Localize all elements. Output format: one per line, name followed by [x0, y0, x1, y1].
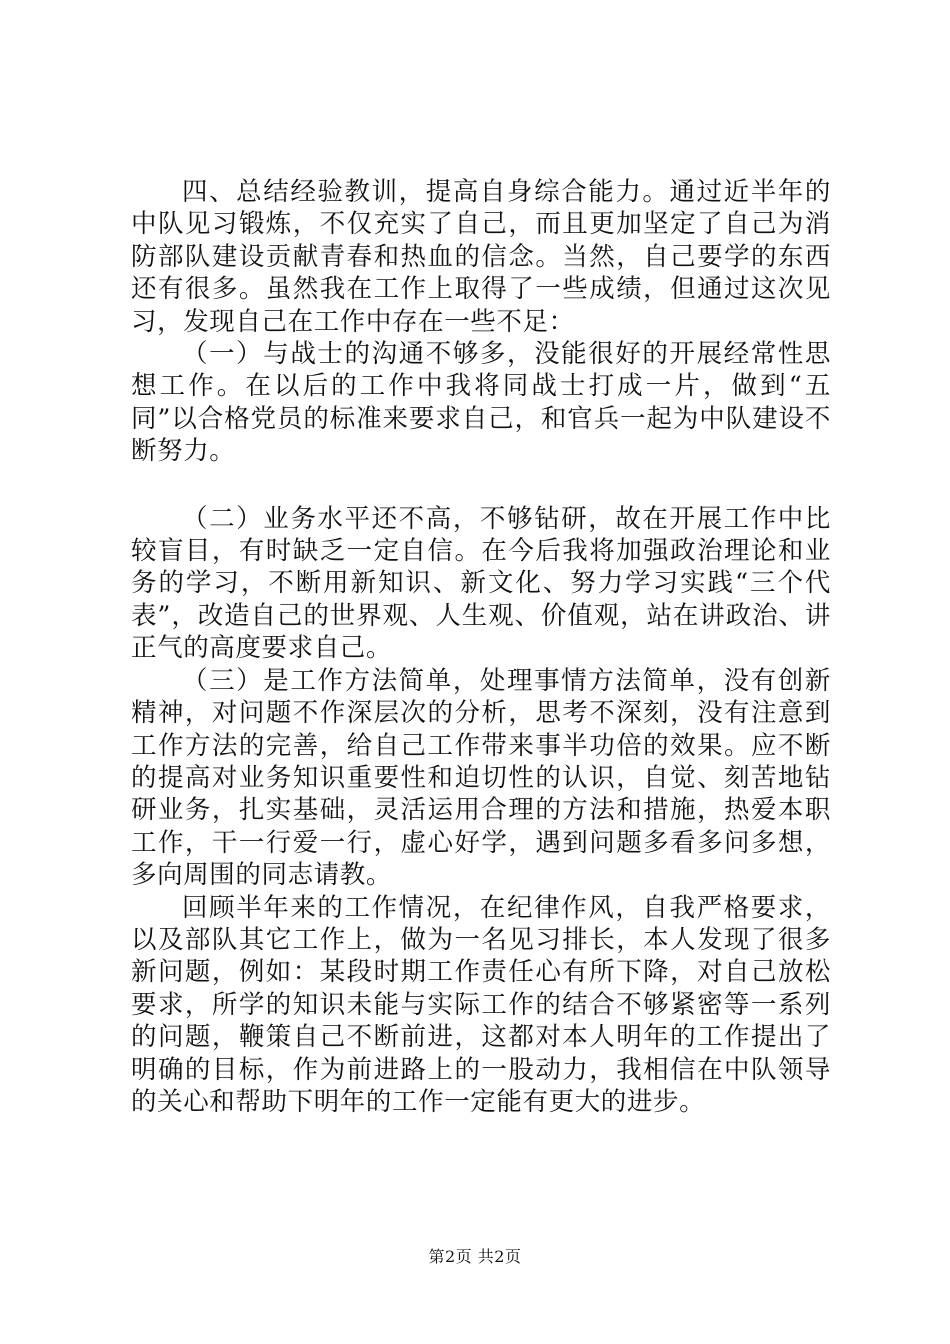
page-number-footer: 第2页 共2页 [428, 1247, 522, 1266]
paragraph-item-2: （二）业务水平还不高，不够钻研，故在开展工作中比较盲目，有时缺乏一定自信。在今后我将加强政治理论和业务的学习，不断用新知识、新文化、努力学习实践“三个代表”，改造自己的世界观、人生观、价值观，站在讲政治、讲正气的高度要求自己。 [131, 503, 831, 664]
paragraph-summary: 四、总结经验教训，提高自身综合能力。通过近半年的中队见习锻炼，不仅充实了自己，而且更加坚定了自己为消防部队建设贡献青春和热血的信念。当然，自己要学的东西还有很多。虽然我在工作上取得了一些成绩，但通过这次见习，发现自己在工作中存在一些不足： [131, 177, 831, 337]
paragraph-item-3: （三）是工作方法简单，处理事情方法简单，没有创新精神，对问题不作深层次的分析，思考不深刻，没有注意到工作方法的完善，给自己工作带来事半功倍的效果。应不断的提高对业务知识重要性和迫切性的认识，自觉、刻苦地钻研业务，扎实基础，灵活运用合理的方法和措施，热爱本职工作，干一行爱一行，虚心好学，遇到问题多看多问多想，多向周围的同志请教。 [131, 665, 831, 891]
document-body [131, 176, 831, 1118]
paragraph-item-1: （一）与战士的沟通不够多，没能很好的开展经常性思想工作。在以后的工作中我将同战士打成一片，做到“五同”以合格党员的标准来要求自己，和官兵一起为中队建设不断努力。 [131, 339, 831, 467]
paragraph-review: 回顾半年来的工作情况，在纪律作风，自我严格要求，以及部队其它工作上，做为一名见习排长，本人发现了很多新问题，例如：某段时期工作责任心有所下降，对自己放松要求，所学的知识未能与实际工作的结合不够紧密等一系列的问题，鞭策自己不断前进，这都对本人明年的工作提出了明确的目标，作为前进路上的一股动力，我相信在中队领导的关心和帮助下明年的工作一定能有更大的进步。 [131, 892, 831, 1117]
